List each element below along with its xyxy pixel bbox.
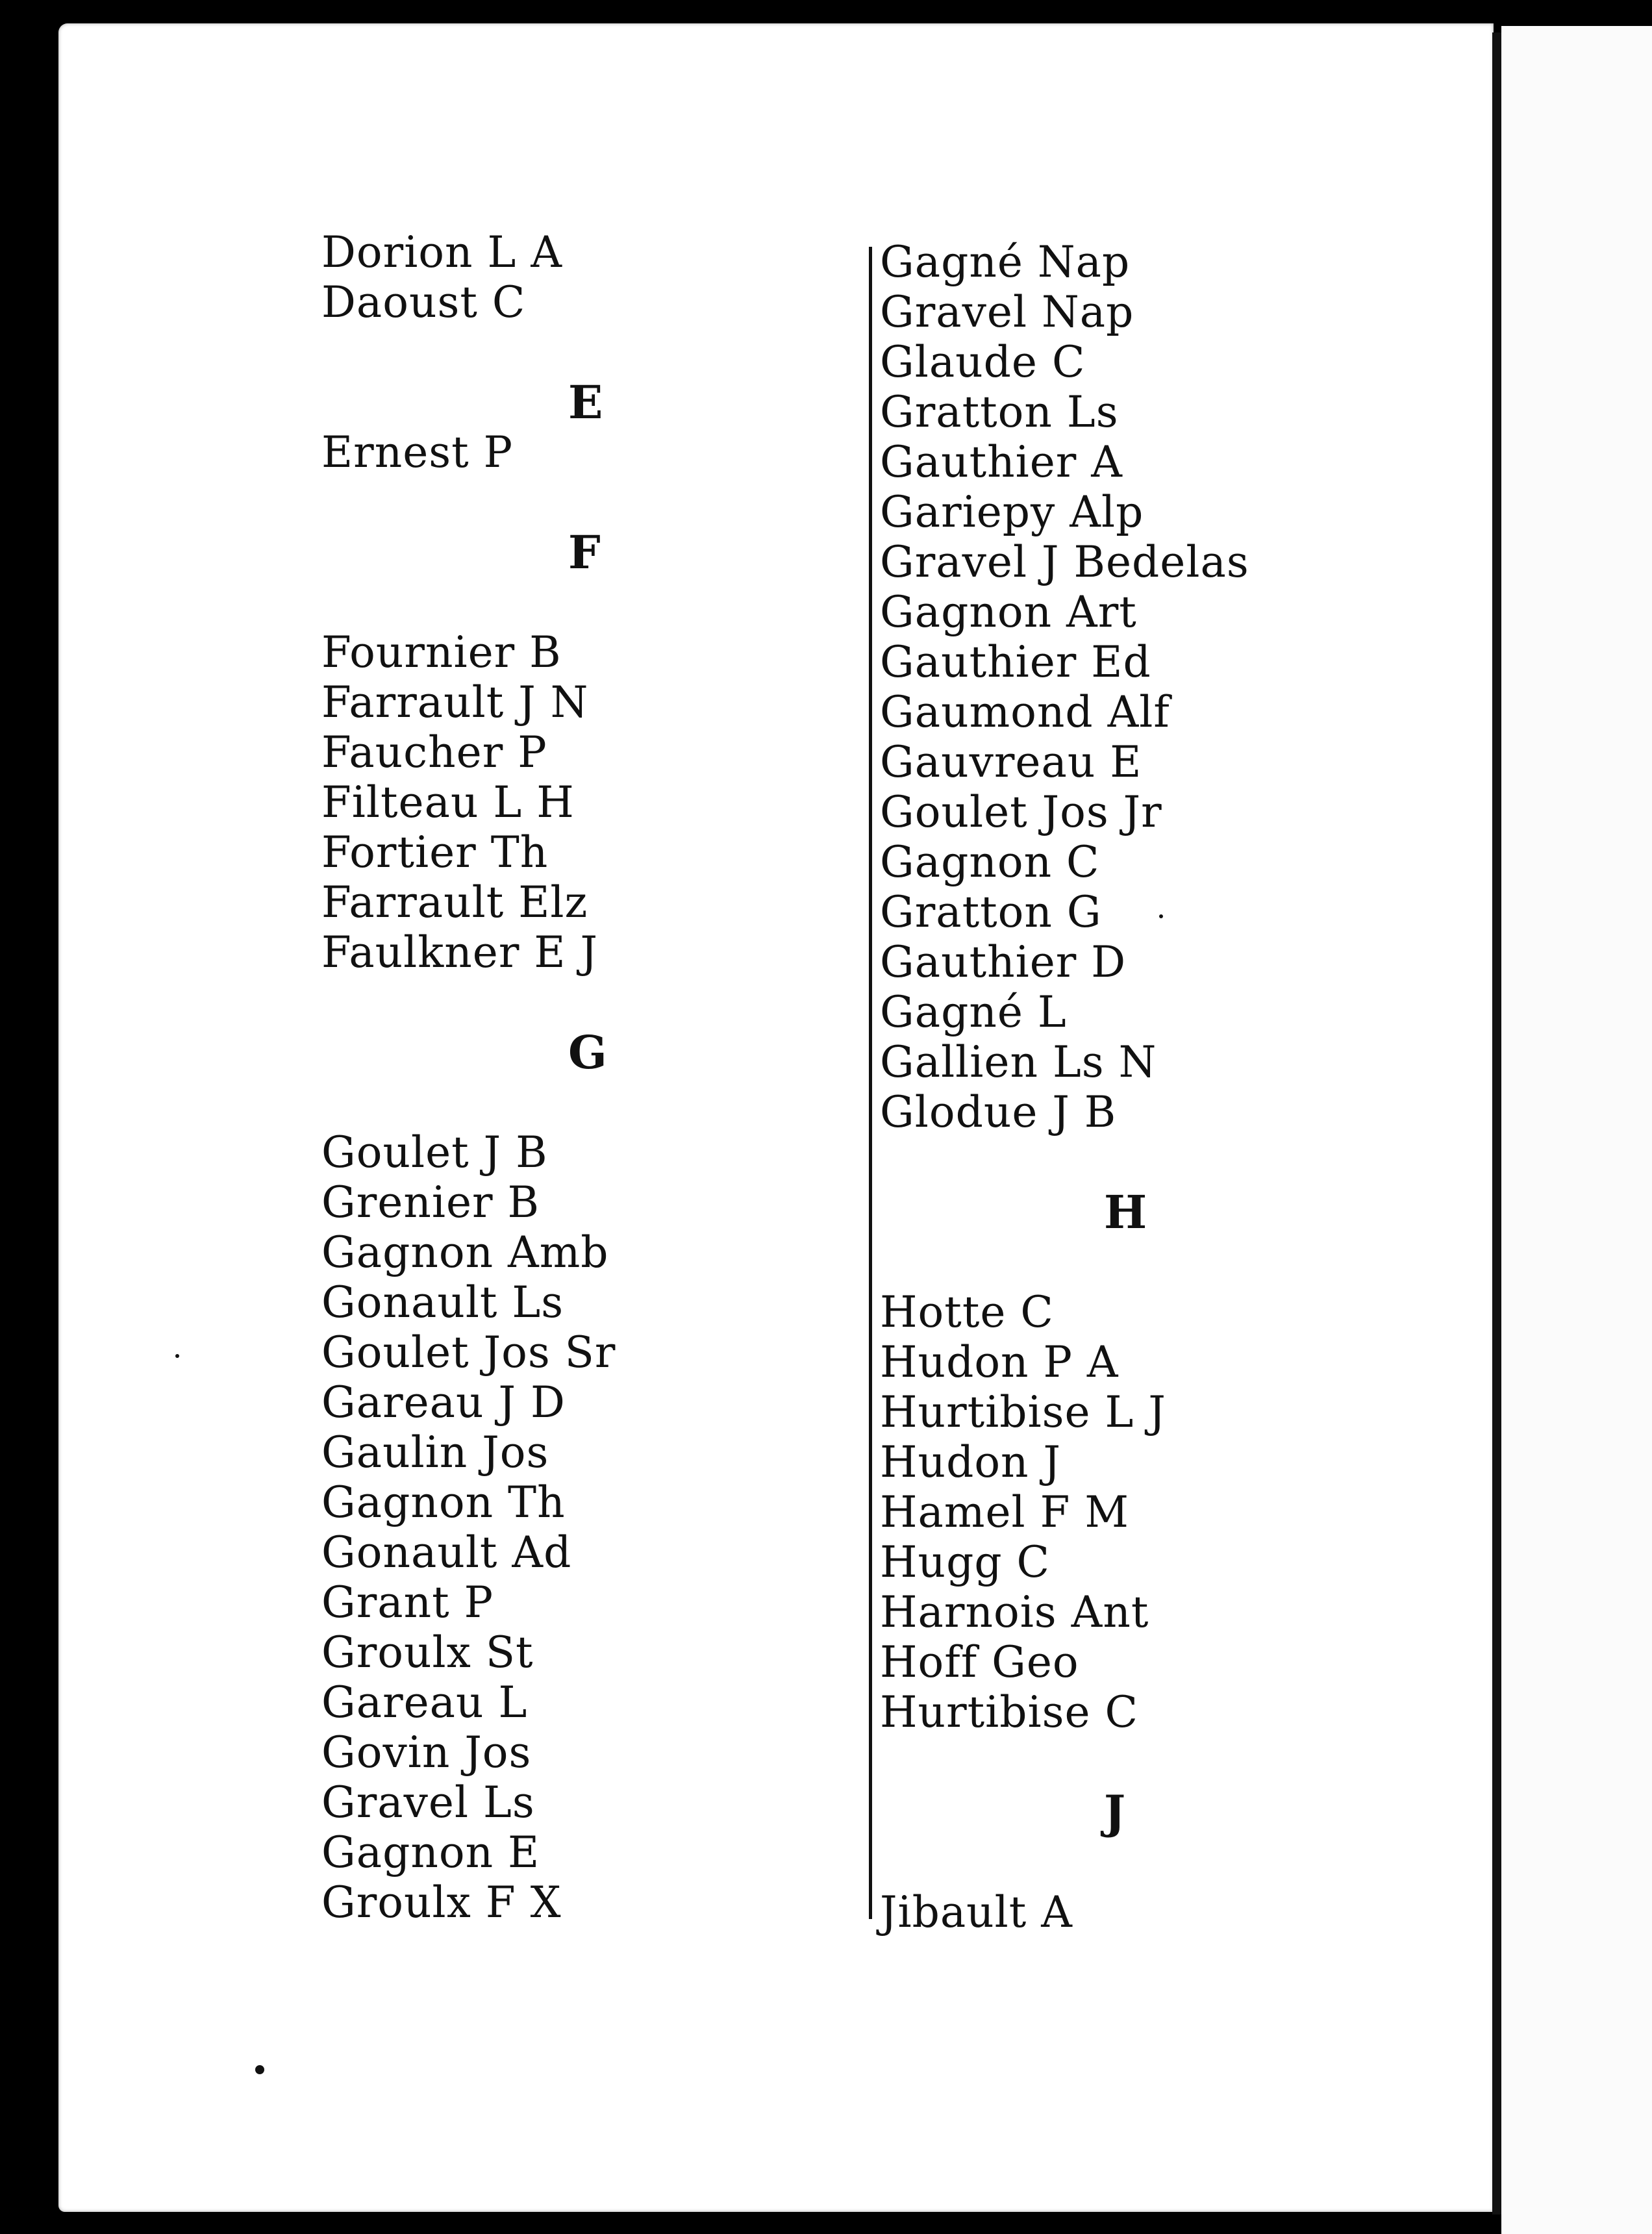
name-entry: Goulet J B <box>321 1127 548 1177</box>
name-entry: Gareau L <box>321 1677 528 1727</box>
name-entry: Gonault Ad <box>321 1527 572 1577</box>
name-entry: Hurtibise L J <box>880 1387 1166 1437</box>
ink-speck <box>1159 914 1163 918</box>
name-entry: Govin Jos <box>321 1727 532 1777</box>
ink-speck <box>255 2065 264 2074</box>
name-entry: Gravel Nap <box>880 287 1134 337</box>
name-entry: Faulkner E J <box>321 927 598 977</box>
section-spacer <box>880 1237 1373 1287</box>
name-entry: Gonault Ls <box>321 1277 564 1327</box>
name-entry: Hotte C <box>880 1287 1054 1337</box>
column-divider-line <box>869 247 872 1919</box>
section-spacer <box>321 977 776 1027</box>
name-entry: Gagnon Amb <box>321 1227 609 1277</box>
name-entry: Grant P <box>321 1577 494 1627</box>
section-spacer <box>880 1137 1373 1187</box>
name-entry: Gravel J Bedelas <box>880 537 1249 587</box>
name-entry: Glodue J B <box>880 1087 1117 1137</box>
name-entry: Hoff Geo <box>880 1637 1079 1687</box>
name-entry: Hamel F M <box>880 1487 1129 1537</box>
name-entry: Harnois Ant <box>880 1587 1149 1637</box>
name-entry: Gratton G <box>880 887 1102 937</box>
name-entry: Gagnon Art <box>880 587 1137 637</box>
name-entry: Dorion L A <box>321 227 563 277</box>
section-spacer <box>880 1737 1373 1787</box>
section-spacer <box>321 327 776 377</box>
names-column-right <box>880 237 1373 1937</box>
name-entry: Gaulin Jos <box>321 1427 549 1477</box>
name-entry: Goulet Jos Sr <box>321 1327 616 1377</box>
name-entry: Hurtibise C <box>880 1687 1139 1737</box>
name-entry: Gagné Nap <box>880 237 1131 287</box>
names-column-left <box>321 227 776 1927</box>
name-entry: Gaumond Alf <box>880 687 1170 737</box>
name-entry: Farrault J N <box>321 677 589 727</box>
name-entry: Gagnon Th <box>321 1477 566 1527</box>
name-entry: Hudon J <box>880 1437 1061 1487</box>
section-spacer <box>321 477 776 527</box>
name-entry: Hudon P A <box>880 1337 1119 1387</box>
name-entry: Groulx F X <box>321 1877 562 1927</box>
name-entry: Gauvreau E <box>880 737 1142 787</box>
letter-section-header: H <box>1104 1185 1147 1239</box>
name-entry: Glaude C <box>880 337 1086 387</box>
name-entry: Grenier B <box>321 1177 540 1227</box>
letter-section-header: F <box>568 525 601 579</box>
page-fold-shadow <box>1492 32 1501 2215</box>
ink-speck <box>175 1354 179 1358</box>
section-spacer <box>321 1077 776 1127</box>
name-entry: Hugg C <box>880 1537 1051 1587</box>
section-spacer <box>321 577 776 627</box>
name-entry: Fournier B <box>321 627 562 677</box>
name-entry: Gariepy Alp <box>880 487 1144 537</box>
name-entry: Faucher P <box>321 727 547 777</box>
name-entry: Gauthier A <box>880 437 1123 487</box>
name-entry: Daoust C <box>321 277 526 327</box>
name-entry: Groulx St <box>321 1627 534 1677</box>
name-entry: Gauthier Ed <box>880 637 1151 687</box>
name-entry: Fortier Th <box>321 827 549 877</box>
name-entry: Gareau J D <box>321 1377 566 1427</box>
letter-section-header: E <box>568 375 603 429</box>
section-spacer <box>880 1837 1373 1887</box>
name-entry: Gratton Ls <box>880 387 1119 437</box>
name-entry: Gallien Ls N <box>880 1037 1157 1087</box>
letter-section-header: J <box>1104 1785 1126 1839</box>
letter-section-header: G <box>568 1025 607 1079</box>
name-entry: Goulet Jos Jr <box>880 787 1162 837</box>
name-entry: Gravel Ls <box>321 1777 535 1827</box>
name-entry: Ernest P <box>321 427 514 477</box>
name-entry: Filteau L H <box>321 777 575 827</box>
name-entry: Jibault A <box>880 1887 1073 1937</box>
name-entry: Gagné L <box>880 987 1067 1037</box>
name-entry: Gauthier D <box>880 937 1127 987</box>
name-entry: Farrault Elz <box>321 877 588 927</box>
adjacent-page-edge <box>1501 26 1652 2234</box>
name-entry: Gagnon C <box>880 837 1100 887</box>
name-entry: Gagnon E <box>321 1827 540 1877</box>
